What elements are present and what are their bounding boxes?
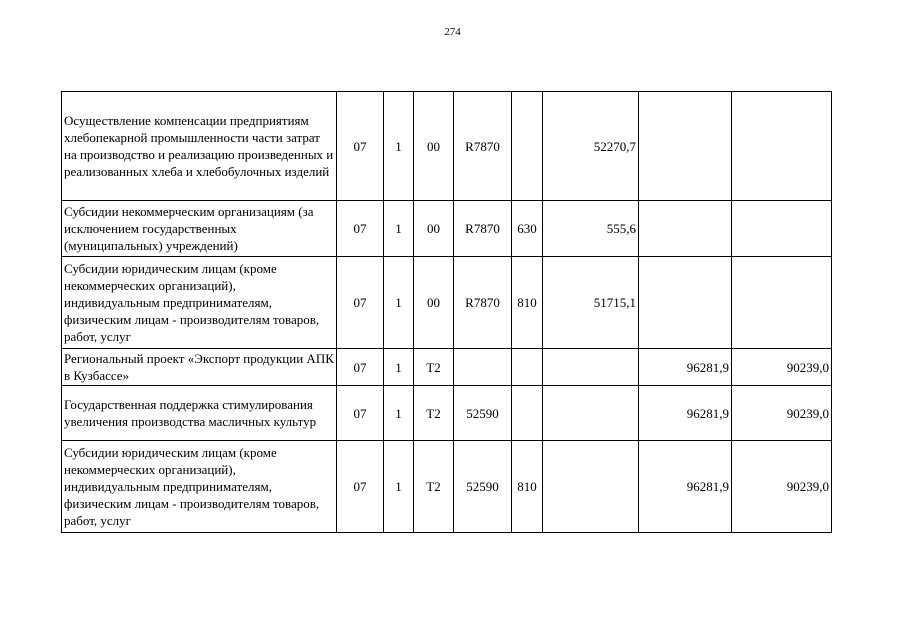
direction-code — [454, 349, 512, 386]
program-code: 1 — [384, 349, 414, 386]
direction-code: R7870 — [454, 257, 512, 349]
expense-type-code — [512, 92, 543, 201]
direction-code: 52590 — [454, 441, 512, 533]
direction-code: R7870 — [454, 92, 512, 201]
section-code: 07 — [337, 349, 384, 386]
subprogram-code: T2 — [414, 441, 454, 533]
amount-year-3 — [732, 92, 832, 201]
row-description: Субсидии некоммерческим организациям (за исключением государственных (муниципальных) учреждений) — [62, 201, 337, 257]
amount-year-1 — [543, 441, 639, 533]
table-row — [62, 92, 832, 201]
amount-year-2 — [639, 201, 732, 257]
amount-year-3: 90239,0 — [732, 386, 832, 441]
expense-type-code: 810 — [512, 257, 543, 349]
section-code: 07 — [337, 441, 384, 533]
program-code: 1 — [384, 257, 414, 349]
amount-year-1 — [543, 386, 639, 441]
table-row — [62, 386, 832, 441]
table-row — [62, 201, 832, 257]
amount-year-3 — [732, 257, 832, 349]
program-code: 1 — [384, 441, 414, 533]
budget-table — [61, 91, 832, 533]
subprogram-code: T2 — [414, 386, 454, 441]
program-code: 1 — [384, 92, 414, 201]
row-description: Государственная поддержка стимулирования увеличения производства масличных культур — [62, 386, 337, 441]
amount-year-1: 555,6 — [543, 201, 639, 257]
subprogram-code: 00 — [414, 92, 454, 201]
amount-year-3: 90239,0 — [732, 441, 832, 533]
table-row — [62, 441, 832, 533]
table-row — [62, 349, 832, 386]
page-number: 274 — [444, 26, 461, 38]
row-description: Субсидии юридическим лицам (кроме некоммерческих организаций), индивидуальным предпринимателям, физическим лицам - производителям товаров, работ, услуг — [62, 257, 337, 349]
section-code: 07 — [337, 92, 384, 201]
expense-type-code: 630 — [512, 201, 543, 257]
section-code: 07 — [337, 201, 384, 257]
program-code: 1 — [384, 201, 414, 257]
section-code: 07 — [337, 257, 384, 349]
table-row — [62, 257, 832, 349]
program-code: 1 — [384, 386, 414, 441]
expense-type-code — [512, 386, 543, 441]
subprogram-code: 00 — [414, 201, 454, 257]
subprogram-code: 00 — [414, 257, 454, 349]
amount-year-2: 96281,9 — [639, 386, 732, 441]
amount-year-2: 96281,9 — [639, 349, 732, 386]
direction-code: 52590 — [454, 386, 512, 441]
amount-year-3 — [732, 201, 832, 257]
amount-year-1 — [543, 349, 639, 386]
row-description: Осуществление компенсации предприятиям хлебопекарной промышленности части затрат на производство и реализацию произведенных и реализованных хлеба и хлебобулочных изделий — [62, 92, 337, 201]
direction-code: R7870 — [454, 201, 512, 257]
amount-year-1: 51715,1 — [543, 257, 639, 349]
section-code: 07 — [337, 386, 384, 441]
expense-type-code: 810 — [512, 441, 543, 533]
row-description: Региональный проект «Экспорт продукции АПК в Кузбассе» — [62, 349, 337, 386]
amount-year-2: 96281,9 — [639, 441, 732, 533]
expense-type-code — [512, 349, 543, 386]
amount-year-2 — [639, 92, 732, 201]
amount-year-2 — [639, 257, 732, 349]
row-description: Субсидии юридическим лицам (кроме некоммерческих организаций), индивидуальным предпринимателям, физическим лицам - производителям товаров, работ, услуг — [62, 441, 337, 533]
amount-year-3: 90239,0 — [732, 349, 832, 386]
amount-year-1: 52270,7 — [543, 92, 639, 201]
subprogram-code: T2 — [414, 349, 454, 386]
